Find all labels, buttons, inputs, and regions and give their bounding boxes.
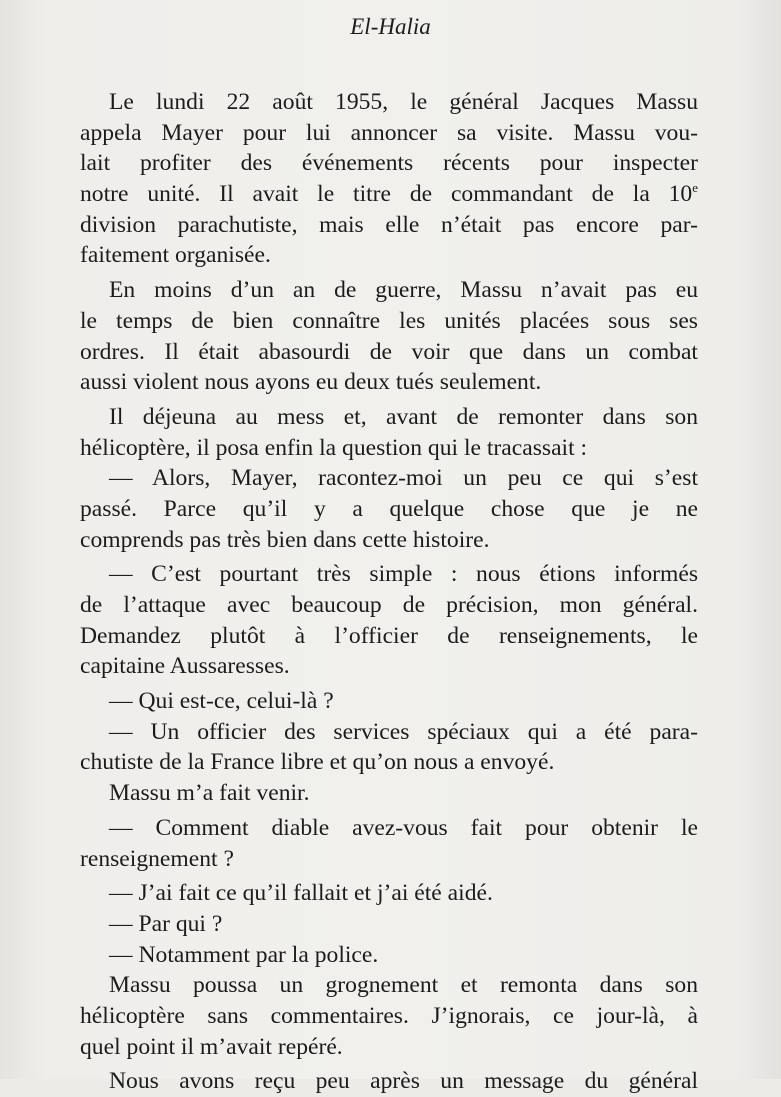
paragraph — [80, 87, 698, 271]
paragraph — [80, 813, 698, 874]
paragraph — [80, 1066, 698, 1097]
paragraph — [80, 909, 698, 940]
paragraph — [80, 878, 698, 909]
text-line: renseignement ? — [80, 845, 234, 872]
text-line: division parachutiste, mais elle n’était pas encore par- — [80, 211, 698, 238]
paragraph — [80, 275, 698, 398]
text-line — [80, 179, 698, 210]
text-line: quel point il m’avait repéré. — [80, 1033, 343, 1060]
paragraph — [80, 559, 698, 682]
text-line: — Comment diable avez-vous fait pour obtenir le — [109, 814, 698, 841]
paragraph — [80, 778, 698, 809]
text-line: — Notamment par la police. — [109, 941, 379, 968]
text-line: En moins d’un an de guerre, Massu n’avait pas eu — [109, 277, 698, 304]
text-line: appela Mayer pour lui annoncer sa visite. Massu vou- — [80, 119, 698, 146]
text-line: Le lundi 22 août 1955, le général Jacques Massu — [109, 89, 698, 115]
text-line: lait profiter des événements récents pour inspecter — [80, 150, 698, 177]
text-line: — Un officier des services spéciaux qui a été para- — [109, 718, 698, 745]
text-line: aussi violent nous ayons eu deux tués seulement. — [80, 369, 542, 396]
paragraph — [80, 402, 698, 463]
paragraph — [80, 940, 698, 971]
paragraph — [80, 463, 698, 555]
text-line: le temps de bien connaître les unités placées sous ses — [80, 307, 698, 334]
running-head: El-Halia — [350, 14, 431, 39]
text-line: — C’est pourtant très simple : nous étions informés — [109, 561, 698, 588]
text-line: — Qui est-ce, celui-là ? — [109, 688, 334, 715]
text-line: de l’attaque avec beaucoup de précision, mon général. — [80, 592, 698, 618]
paragraph — [80, 686, 698, 717]
text-line: hélicoptère sans commentaires. J’ignorais, ce jour-là, à — [80, 1002, 698, 1029]
text-line: chutiste de la France libre et qu’on nous a envoyé. — [80, 749, 555, 776]
text-line: Massu m’a fait venir. — [109, 780, 310, 807]
paragraph — [80, 970, 698, 1062]
text-line: capitaine Aussaresses. — [80, 653, 290, 680]
text-line: comprends pas très bien dans cette histoire. — [80, 526, 490, 553]
text-line: hélicoptère, il posa enfin la question qui le tracassait : — [80, 434, 588, 461]
text-line: Il déjeuna au mess et, avant de remonter dans son — [109, 403, 698, 430]
text-line: — J’ai fait ce qu’il fallait et j’ai été aidé. — [109, 880, 493, 907]
text-line: passé. Parce qu’il y a quelque chose que je ne — [80, 495, 698, 522]
text-line: ordres. Il était abasourdi de voir que dans un combat — [80, 338, 698, 365]
text-line: Massu poussa un grognement et remonta dans son — [109, 972, 698, 999]
text-line: — Par qui ? — [109, 910, 223, 937]
paragraph — [80, 717, 698, 778]
text-line: faitement organisée. — [80, 242, 271, 269]
ordinal-superscript: e — [692, 180, 698, 196]
text-line: Demandez plutôt à l’officier de renseignements, le — [80, 622, 698, 649]
text-line-main: notre unité. Il avait le titre de commandant de la 10 — [80, 181, 693, 208]
page-body — [80, 87, 698, 1097]
text-line: — Alors, Mayer, racontez-moi un peu ce qui s’est — [109, 465, 698, 492]
text-line: Nous avons reçu peu après un message du général — [109, 1068, 698, 1095]
